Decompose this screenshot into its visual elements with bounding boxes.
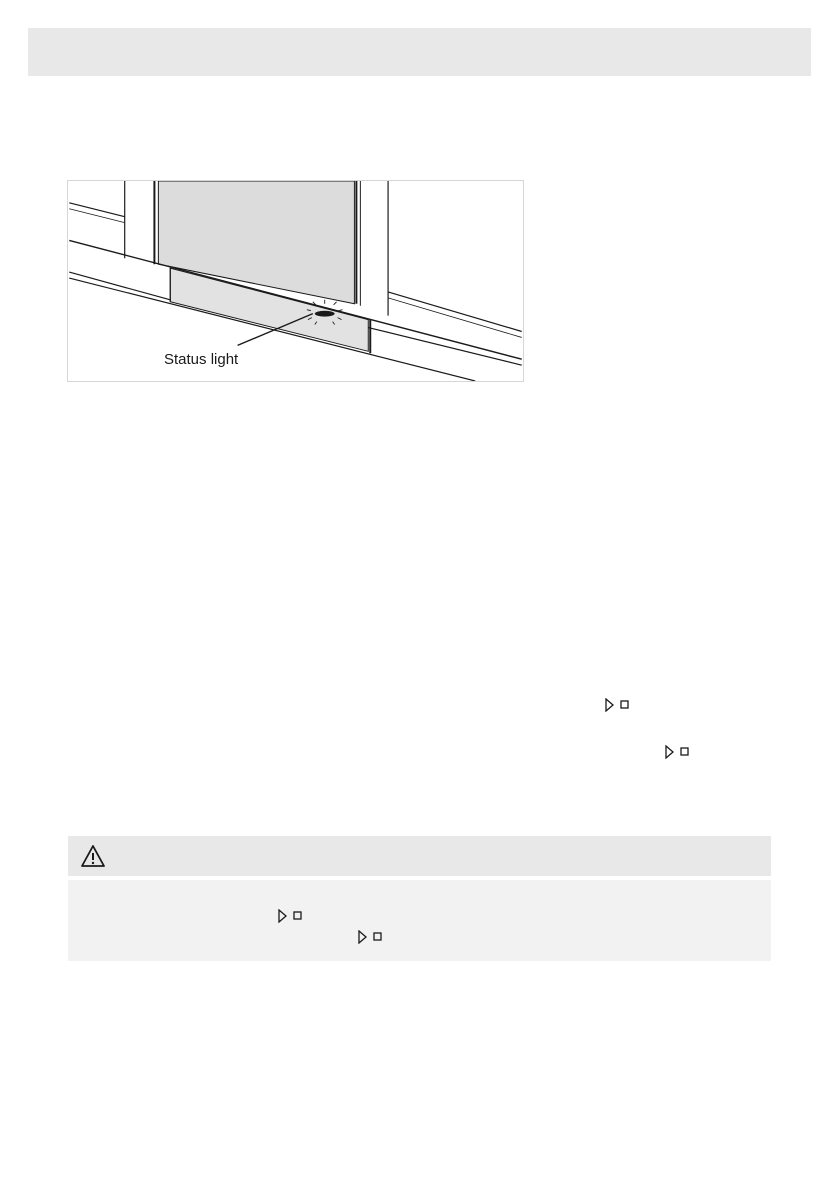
status-light-label: Status light — [164, 351, 239, 368]
warning-triangle-icon — [80, 844, 106, 868]
play-stop-icon — [663, 745, 693, 759]
dishwasher-kickplate-drawing — [68, 181, 523, 381]
play-stop-icon — [276, 909, 306, 923]
status-light-illustration — [67, 180, 524, 382]
play-stop-icon — [603, 698, 633, 712]
play-stop-icon — [356, 930, 386, 944]
warning-header — [68, 836, 771, 876]
section-header-bar — [28, 28, 811, 76]
warning-body — [68, 880, 771, 961]
status-light-spot — [315, 311, 335, 317]
